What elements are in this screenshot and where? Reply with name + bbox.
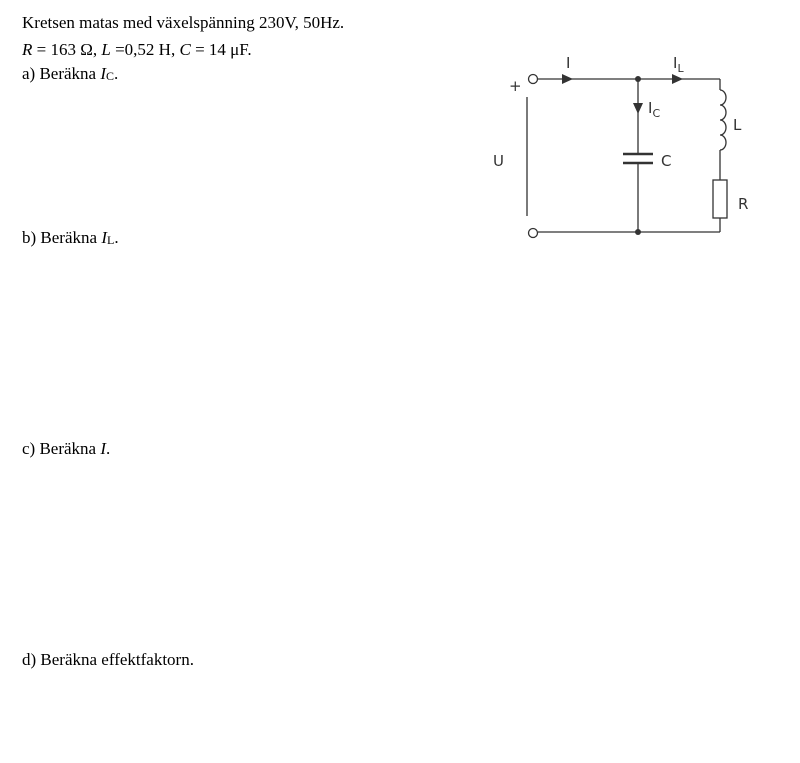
plus-label: + — [509, 77, 522, 95]
current-il-sub: L — [677, 62, 684, 75]
question-b-suffix: . — [114, 228, 119, 247]
current-ic-main: I — [648, 99, 653, 117]
question-c-prefix: c) Beräkna — [22, 439, 101, 458]
current-il-label — [673, 54, 684, 75]
junction-bottom — [635, 229, 641, 235]
question-b-prefix: b) Beräkna — [22, 228, 102, 247]
l-value: =0,52 H, — [110, 40, 180, 59]
current-ic-label — [648, 99, 660, 120]
terminal-bottom — [529, 229, 538, 238]
question-b-var: I — [101, 228, 107, 247]
question-a-sub: C — [106, 69, 115, 83]
inductor-label: L — [733, 116, 742, 134]
c-symbol: C — [179, 40, 191, 59]
intro-sentence: Kretsen matas med växelspänning 230V, 50Hz. — [22, 13, 345, 32]
voltage-label: U — [493, 152, 504, 170]
question-c-var: I — [100, 439, 107, 458]
resistor-body — [713, 180, 727, 218]
current-il-arrow — [672, 74, 683, 84]
r-value: = 163 Ω, — [32, 40, 102, 59]
question-c-suffix: . — [106, 439, 111, 458]
c-value: = 14 μF. — [190, 40, 252, 59]
junction-top — [635, 76, 641, 82]
capacitor-label: C — [661, 152, 672, 170]
current-i-arrow — [562, 74, 573, 84]
question-d-text: d) Beräkna effektfaktorn. — [22, 650, 194, 669]
current-ic-arrow — [633, 103, 643, 114]
r-symbol: R — [22, 40, 33, 59]
terminal-top — [529, 75, 538, 84]
l-symbol: L — [101, 40, 111, 59]
question-a-prefix: a) Beräkna — [22, 64, 101, 83]
inductor-coil — [720, 90, 726, 150]
current-i-label: I — [566, 54, 571, 72]
question-b-sub: L — [106, 233, 115, 247]
question-a-var: I — [100, 64, 107, 83]
resistor-label: R — [738, 195, 749, 213]
question-a-suffix: . — [114, 64, 119, 83]
current-il-main: I — [673, 54, 678, 72]
current-ic-sub: C — [652, 107, 661, 120]
